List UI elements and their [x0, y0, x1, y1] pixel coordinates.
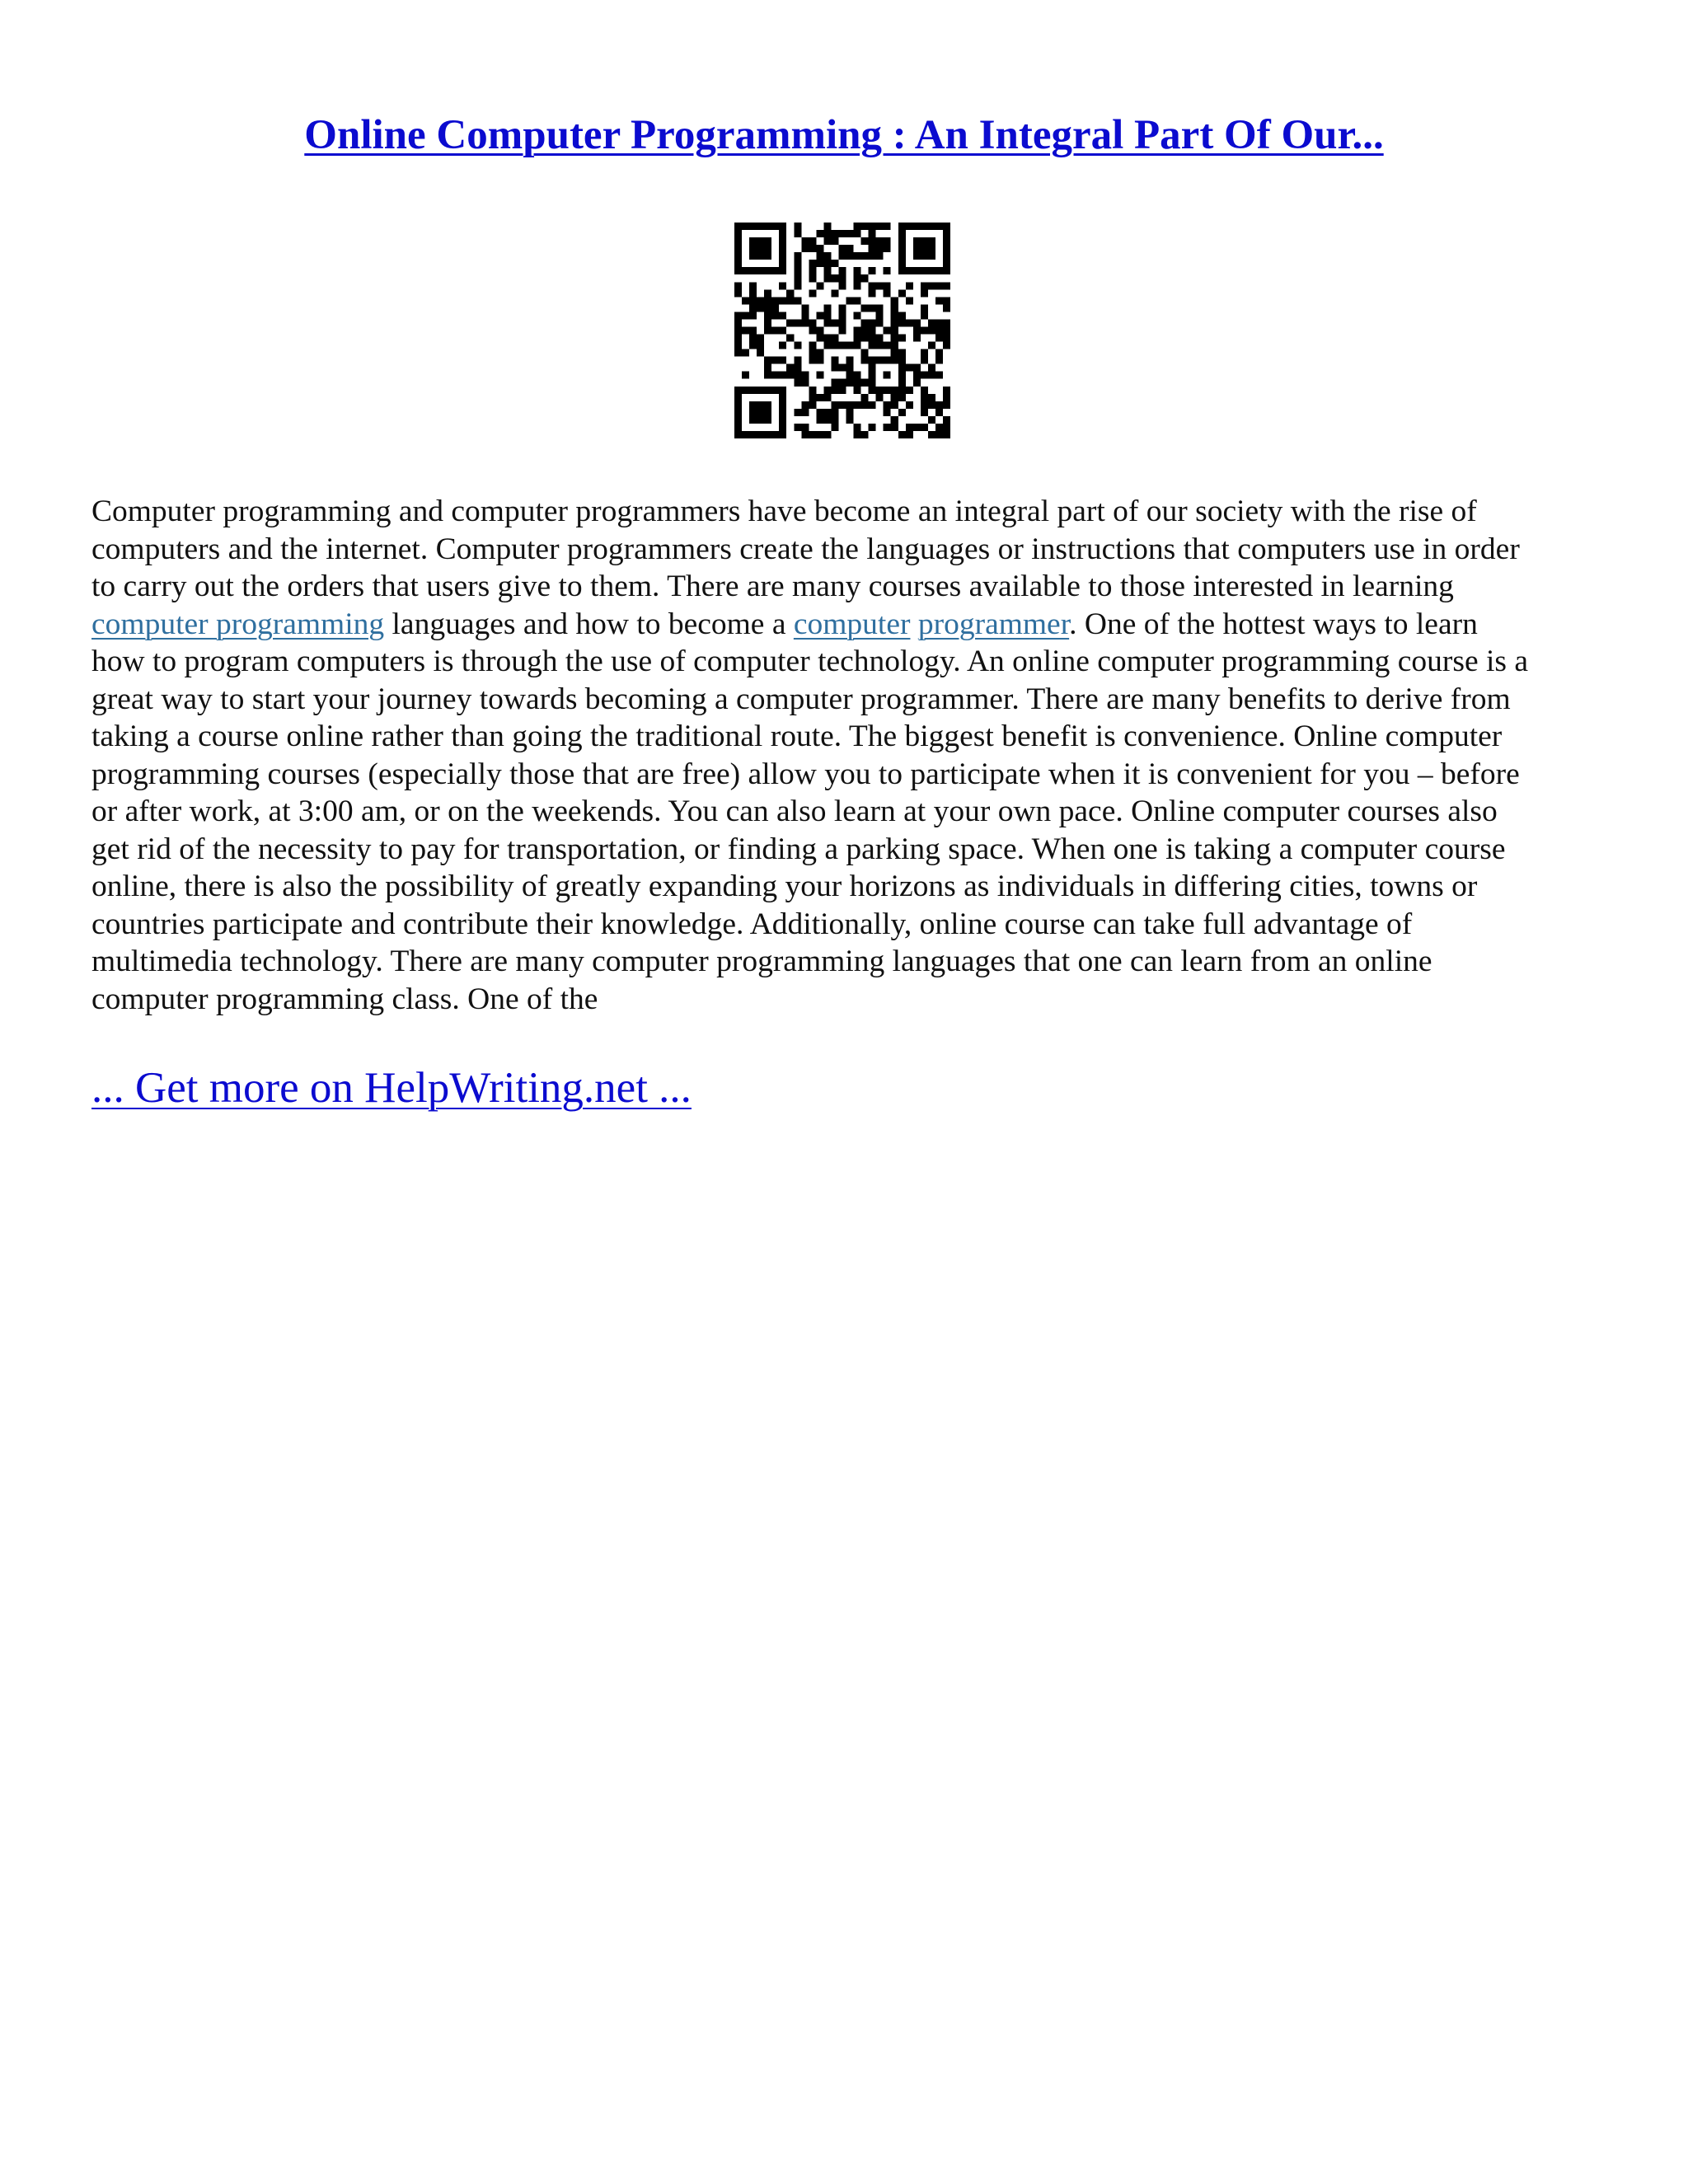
get-more-link[interactable]: ... Get more on HelpWriting.net ... [91, 1064, 692, 1112]
body-line [91, 868, 1600, 906]
inline-keyword-link[interactable]: computer [793, 607, 911, 641]
body-text-segment: great way to start your journey towards becoming a computer programmer. There are many benefits to derive from [91, 682, 1511, 716]
body-text-segment: computer programming class. One of the [91, 982, 598, 1016]
body-line [91, 981, 1600, 1019]
body-text-segment: Computer programming and computer programmers have become an integral part of our society with the rise of [91, 494, 1477, 528]
more-link-paragraph [91, 1059, 692, 1117]
body-line [91, 606, 1600, 644]
title-link[interactable]: Online Computer Programming : An Integral Part Of Our... [304, 112, 1384, 158]
body-text-segment: to carry out the orders that users give to them. There are many courses available to those interested in learning [91, 569, 1454, 603]
inline-keyword-link[interactable]: computer programming [91, 607, 385, 641]
page-title [0, 105, 1688, 165]
article-body [91, 493, 1600, 1018]
body-line [91, 718, 1600, 756]
body-line [91, 756, 1600, 794]
inline-keyword-link[interactable]: programmer [917, 607, 1070, 641]
qr-code-icon [734, 223, 950, 438]
body-line [91, 831, 1600, 869]
body-text-segment: how to program computers is through the use of computer technology. An online computer programming course is a [91, 644, 1529, 678]
body-line [91, 493, 1600, 531]
body-line [91, 681, 1600, 719]
body-text-segment: languages and how to become a [384, 607, 794, 641]
body-line [91, 943, 1600, 981]
body-line [91, 568, 1600, 606]
body-line [91, 643, 1600, 681]
body-line [91, 531, 1600, 569]
body-line [91, 906, 1600, 944]
body-text-segment: computers and the internet. Computer programmers create the languages or instructions that computers use in order [91, 532, 1520, 566]
body-text-segment: programming courses (especially those that are free) allow you to participate when it is convenient for you – before [91, 757, 1520, 791]
body-text-segment: taking a course online rather than going the traditional route. The biggest benefit is convenience. Online computer [91, 719, 1503, 753]
body-text-segment: . One of the hottest ways to learn [1069, 607, 1478, 641]
body-text-segment: multimedia technology. There are many computer programming languages that one can learn from an online [91, 944, 1432, 978]
body-text-segment: get rid of the necessity to pay for transportation, or finding a parking space. When one is taking a computer course [91, 832, 1506, 866]
body-text-segment: countries participate and contribute their knowledge. Additionally, online course can take full advantage of [91, 907, 1413, 941]
body-text-segment [910, 607, 917, 641]
body-line [91, 793, 1600, 831]
body-text-segment: online, there is also the possibility of greatly expanding your horizons as individuals in differing cities, towns or [91, 869, 1478, 903]
body-text-segment: or after work, at 3:00 am, or on the weekends. You can also learn at your own pace. Online computer courses also [91, 794, 1498, 828]
